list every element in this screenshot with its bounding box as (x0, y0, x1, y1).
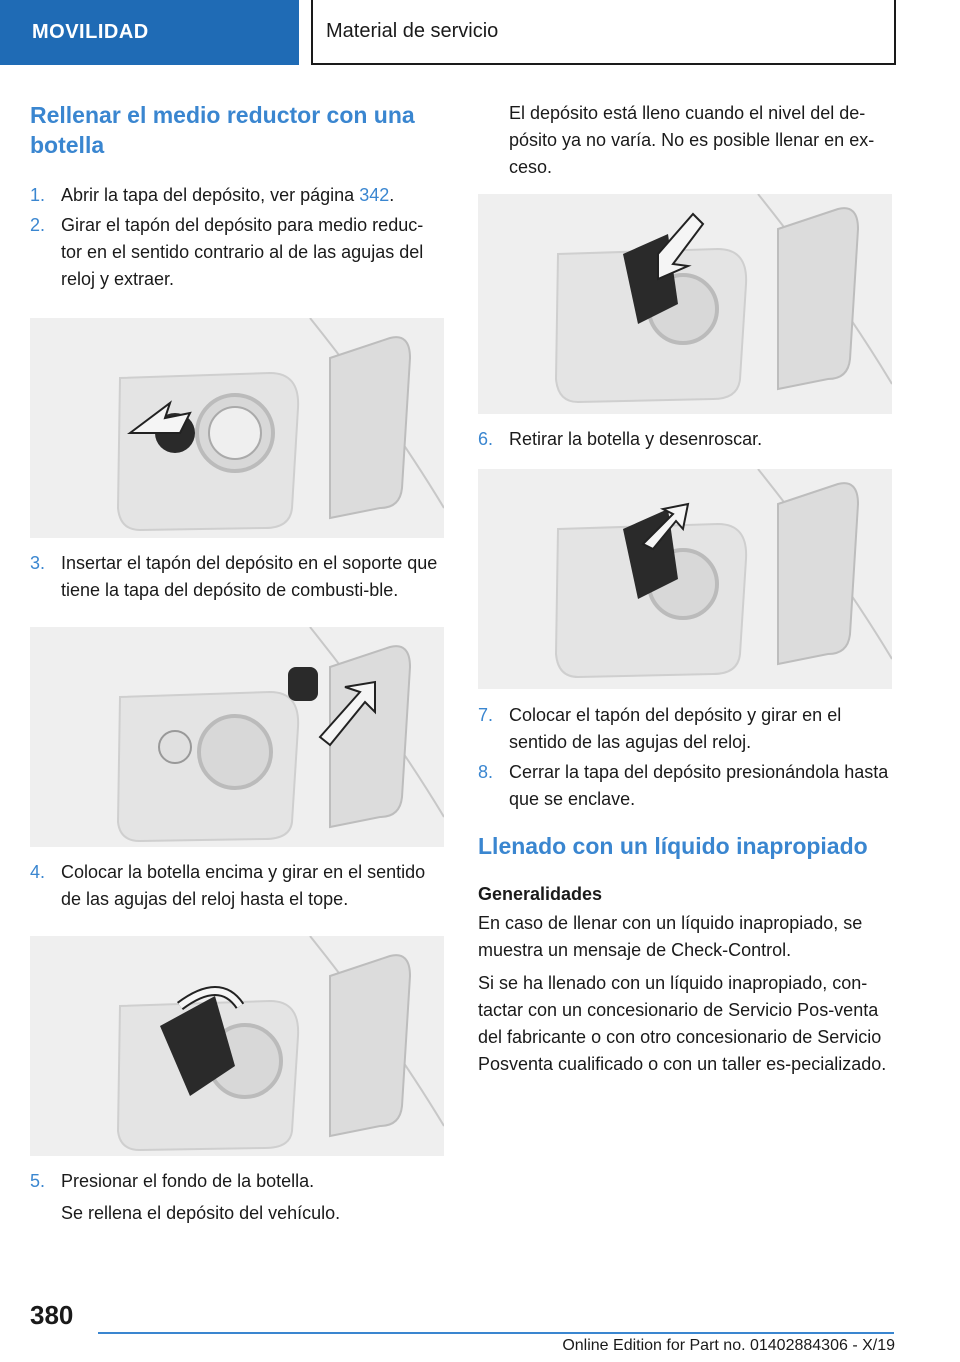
figure-insert-cap (30, 627, 444, 847)
step-text: Retirar la botella y desenroscar. (509, 429, 763, 449)
step-number: 3. (30, 553, 46, 573)
step-1 (30, 182, 444, 209)
page-link[interactable]: 342 (359, 185, 390, 205)
fuel-flap-illustration (30, 318, 444, 538)
fuel-flap-illustration (30, 627, 444, 847)
step-number: 6. (478, 429, 494, 449)
step-text: Presionar el fondo de la botella. (61, 1171, 315, 1191)
figure-attach-bottle (30, 936, 444, 1156)
footer-divider (98, 1332, 894, 1334)
fuel-flap-illustration (478, 194, 892, 414)
step-number: 4. (30, 862, 46, 882)
left-column (30, 100, 444, 1227)
step-4 (30, 859, 444, 913)
fuel-flap-illustration (478, 469, 892, 689)
section-heading: Llenado con un líquido inapropiado (478, 833, 868, 859)
step-text: Colocar la botella encima y girar en el sentido de las agujas del reloj hasta el tope. (61, 862, 426, 909)
full-tank-note: El depósito está lleno cuando el nivel del de-pósito ya no varía. No es posible llenar en ex-ceso. (509, 103, 875, 177)
section-tab: MOVILIDAD (0, 0, 299, 65)
section-heading: Rellenar el medio reductor con una botella (30, 102, 415, 158)
step-5 (30, 1168, 444, 1195)
step-3 (30, 550, 444, 604)
step-6 (478, 426, 892, 453)
fuel-flap-illustration (30, 936, 444, 1156)
step-text: Girar el tapón del depósito para medio reduc-tor en el sentido contrario al de las agujas del reloj y extraer. (61, 215, 424, 289)
step-text: Cerrar la tapa del depósito presionándola hasta que se enclave. (509, 762, 889, 809)
subsection-title: Material de servicio (311, 0, 896, 65)
step-2 (30, 212, 444, 293)
paragraph: Si se ha llenado con un líquido inapropiado, con-tactar con un concesionario de Servicio Pos-venta del fabricante o con otro concesionario de Servicio Posventa cualificado o con un taller es-pecializado. (478, 973, 887, 1074)
page-number: 380 (30, 1300, 74, 1330)
figure-remove-cap (30, 318, 444, 538)
step-number: 5. (30, 1171, 46, 1191)
step-text: Colocar el tapón del depósito y girar en el sentido de las agujas del reloj. (509, 705, 842, 752)
step-text: Insertar el tapón del depósito en el soporte que tiene la tapa del depósito de combusti-ble. (61, 553, 438, 600)
figure-remove-bottle (478, 469, 892, 689)
step-text: Abrir la tapa del depósito, ver página 342. (61, 185, 395, 205)
subheading: Generalidades (478, 884, 603, 904)
footer-edition: Online Edition for Part no. 01402884306 - X/19 (562, 1337, 895, 1354)
step-number: 1. (30, 185, 46, 205)
step-5-result: Se rellena el depósito del vehículo. (61, 1203, 341, 1223)
step-number: 2. (30, 215, 46, 235)
step-7 (478, 702, 892, 756)
paragraph: En caso de llenar con un líquido inapropiado, se muestra un mensaje de Check-Control. (478, 913, 863, 960)
step-8 (478, 759, 892, 813)
step-number: 7. (478, 705, 494, 725)
step-number: 8. (478, 762, 494, 782)
figure-filling (478, 194, 892, 414)
right-column (478, 100, 892, 1078)
